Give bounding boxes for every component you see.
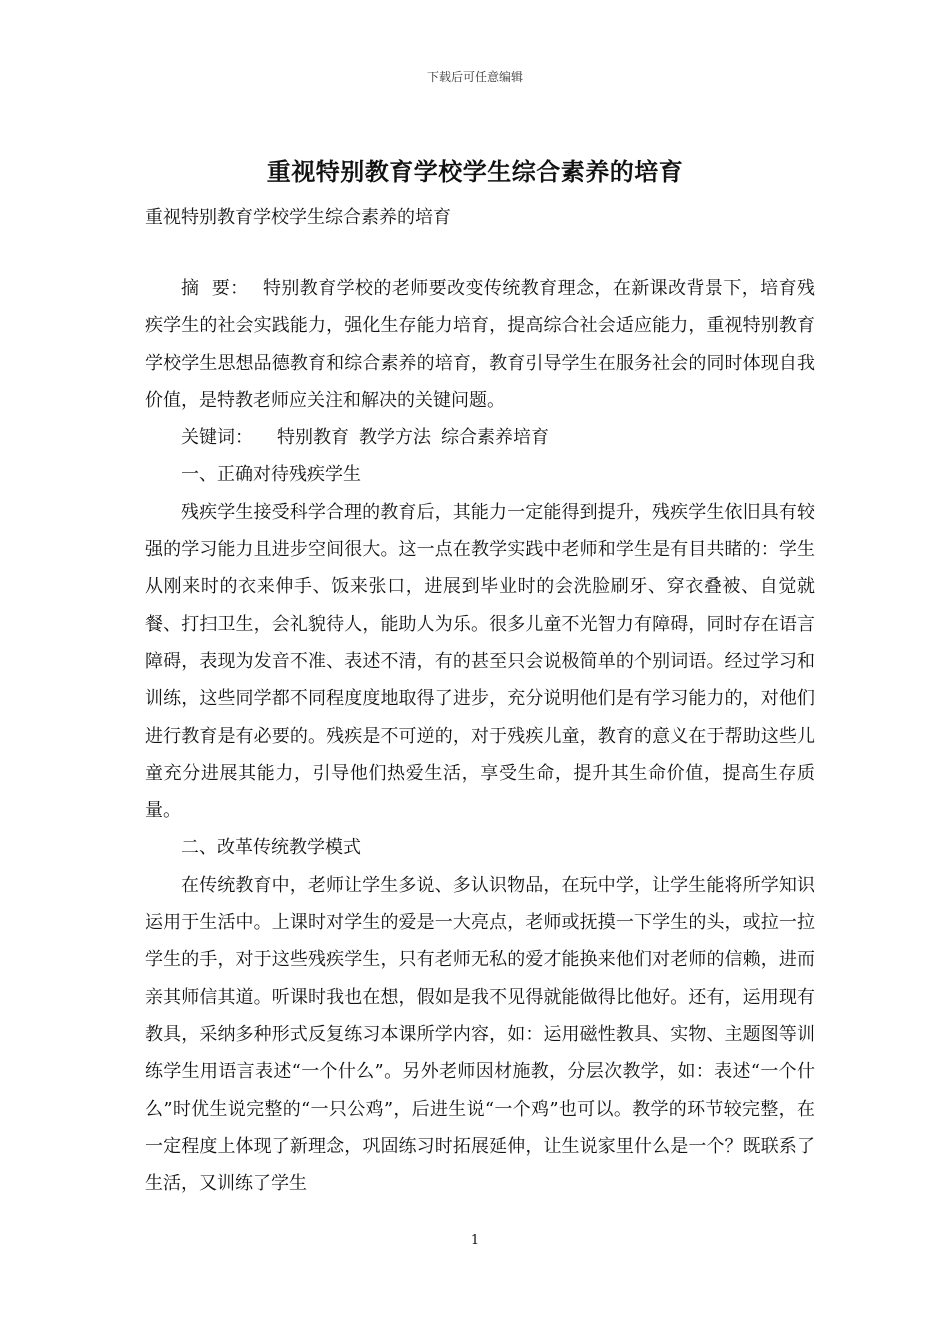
- keyword-item: 特别教育: [277, 427, 349, 449]
- keywords-label: 关键词：: [181, 427, 253, 449]
- document-title: 重视特别教育学校学生综合素养的培育: [266, 157, 684, 186]
- keyword-item: 教学方法: [359, 427, 431, 449]
- page-header-note: 下载后可任意编辑: [426, 70, 523, 84]
- abstract-paragraph: [145, 270, 815, 419]
- document-body: [145, 270, 815, 1202]
- section-heading-2: 二、改革传统教学模式: [181, 837, 361, 859]
- abstract-label: 摘 要：: [181, 278, 249, 299]
- document-subtitle: 重视特别教育学校学生综合素养的培育: [145, 207, 451, 228]
- keywords-line: [145, 419, 815, 456]
- section-paragraph-1: 残疾学生接受科学合理的教育后，其能力一定能得到提升，残疾学生依旧具有较强的学习能力且进步空间很大。这一点在教学实践中老师和学生是有目共睹的：学生从刚来时的衣来伸手、饭来张口，进展到毕业时的会洗脸刷牙、穿衣叠被、自觉就餐、打扫卫生，会礼貌待人，能助人为乐。很多儿童不光智力有障碍，同时存在语言障碍，表现为发音不准、表述不清，有的甚至只会说极简单的个别词语。经过学习和训练，这些同学都不同程度度地取得了进步，充分说明他们是有学习能力的，对他们进行教育是有必要的。残疾是不可逆的，对于残疾儿童，教育的意义在于帮助这些儿童充分进展其能力，引导他们热爱生活，享受生命，提升其生命价值，提高生存质量。: [145, 501, 815, 822]
- keyword-item: 综合素养培育: [441, 427, 549, 449]
- section-paragraph-2: 在传统教育中，老师让学生多说、多认识物品，在玩中学，让学生能将所学知识运用于生活中。上课时对学生的爱是一大亮点，老师或抚摸一下学生的头，或拉一拉学生的手，对于这些残疾学生，只有老师无私的爱才能换来他们对老师的信赖，进而亲其师信其道。听课时我也在想，假如是我不见得就能做得比他好。还有，运用现有教具，采纳多种形式反复练习本课所学内容，如：运用磁性教具、实物、主题图等训练学生用语言表述“一个什么”。另外老师因材施教，分层次教学，如：表述“一个什么”时优生说完整的“一只公鸡”，后进生说“一个鸡”也可以。教学的环节较完整，在一定程度上体现了新理念，巩固练习时拓展延伸，让生说家里什么是一个？既联系了生活，又训练了学生: [145, 874, 815, 1195]
- page-number: 1: [470, 1233, 480, 1248]
- abstract-text: 特别教育学校的老师要改变传统教育理念，在新课改背景下，培育残疾学生的社会实践能力，强化生存能力培育，提高综合社会适应能力，重视特别教育学校学生思想品德教育和综合素养的培育，教育引导学生在服务社会的同时体现自我价值，是特教老师应关注和解决的关键问题。: [145, 278, 815, 411]
- section-heading-1: 一、正确对待残疾学生: [181, 464, 361, 486]
